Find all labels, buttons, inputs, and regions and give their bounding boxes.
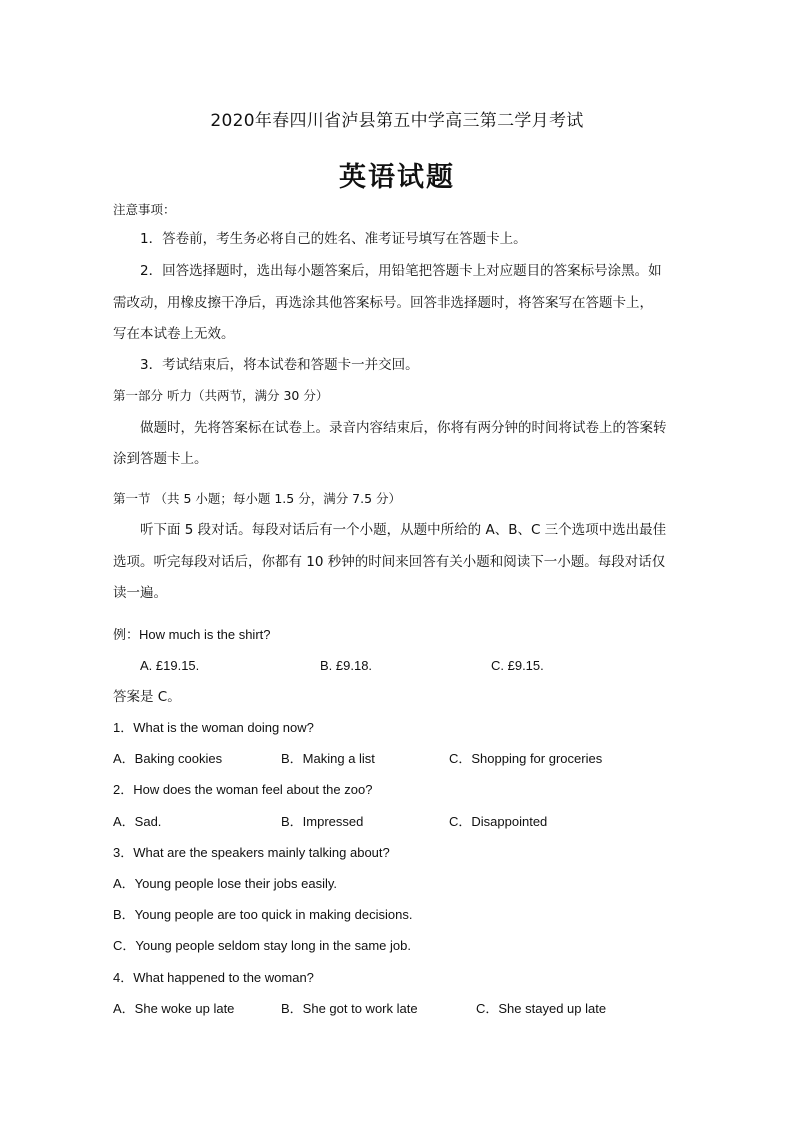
question-2-option-b: B．Impressed — [281, 814, 364, 829]
part1-instruction-line-2: 涂到答题卡上。 — [113, 451, 208, 467]
subject-title: 英语试题 — [339, 162, 455, 193]
example-answer: 答案是 C。 — [113, 689, 181, 705]
example-question: 例：How much is the shirt? — [113, 627, 271, 642]
part1-instruction-line-1: 做题时，先将答案标在试卷上。录音内容结束后，你将有两分钟的时间将试卷上的答案转 — [140, 420, 667, 436]
exam-title: 2020年春四川省泸县第五中学高三第二学月考试 — [210, 111, 584, 131]
part1-heading: 第一部分 听力（共两节，满分 30 分） — [113, 388, 329, 403]
example-option-c: C. £9.15. — [491, 658, 544, 673]
notes-item-3: 3．考试结束后，将本试卷和答题卡一并交回。 — [140, 357, 419, 373]
question-3-option-a: A．Young people lose their jobs easily. — [113, 876, 338, 891]
question-2-option-c: C．Disappointed — [449, 814, 548, 829]
notes-item-2-line-3: 写在本试卷上无效。 — [113, 326, 235, 342]
question-4-option-b: B．She got to work late — [281, 1001, 418, 1016]
question-4-stem: 4．What happened to the woman? — [113, 970, 314, 985]
question-2-option-a: A．Sad. — [113, 814, 162, 829]
question-1-stem: 1．What is the woman doing now? — [113, 720, 314, 735]
question-4-option-a: A．She woke up late — [113, 1001, 235, 1016]
example-option-a: A. £19.15. — [140, 658, 200, 673]
section1-heading: 第一节 （共 5 小题；每小题 1.5 分，满分 7.5 分） — [113, 491, 402, 506]
question-1-option-a: A．Baking cookies — [113, 751, 223, 766]
notes-item-2-line-1: 2．回答选择题时，选出每小题答案后，用铅笔把答题卡上对应题目的答案标号涂黑。如 — [140, 263, 662, 279]
section1-instruction-line-1: 听下面 5 段对话。每段对话后有一个小题，从题中所给的 A、B、C 三个选项中选出最佳 — [140, 522, 667, 538]
question-2-stem: 2．How does the woman feel about the zoo? — [113, 782, 373, 797]
question-3-option-c: C．Young people seldom stay long in the same job. — [113, 938, 411, 953]
question-4-option-c: C．She stayed up late — [476, 1001, 607, 1016]
section1-instruction-line-3: 读一遍。 — [113, 585, 167, 601]
notes-item-2-line-2: 需改动，用橡皮擦干净后，再选涂其他答案标号。回答非选择题时，将答案写在答题卡上， — [113, 295, 653, 311]
notes-item-1: 1．答卷前，考生务必将自己的姓名、准考证号填写在答题卡上。 — [140, 231, 527, 247]
question-3-option-b: B．Young people are too quick in making decisions. — [113, 907, 413, 922]
example-option-b: B. £9.18. — [320, 658, 373, 673]
notes-heading: 注意事项： — [113, 202, 176, 217]
question-3-stem: 3．What are the speakers mainly talking about? — [113, 845, 390, 860]
section1-instruction-line-2: 选项。听完每段对话后，你都有 10 秒钟的时间来回答有关小题和阅读下一小题。每段对话仅 — [113, 554, 666, 570]
question-1-option-c: C．Shopping for groceries — [449, 751, 603, 766]
question-1-option-b: B．Making a list — [281, 751, 375, 766]
